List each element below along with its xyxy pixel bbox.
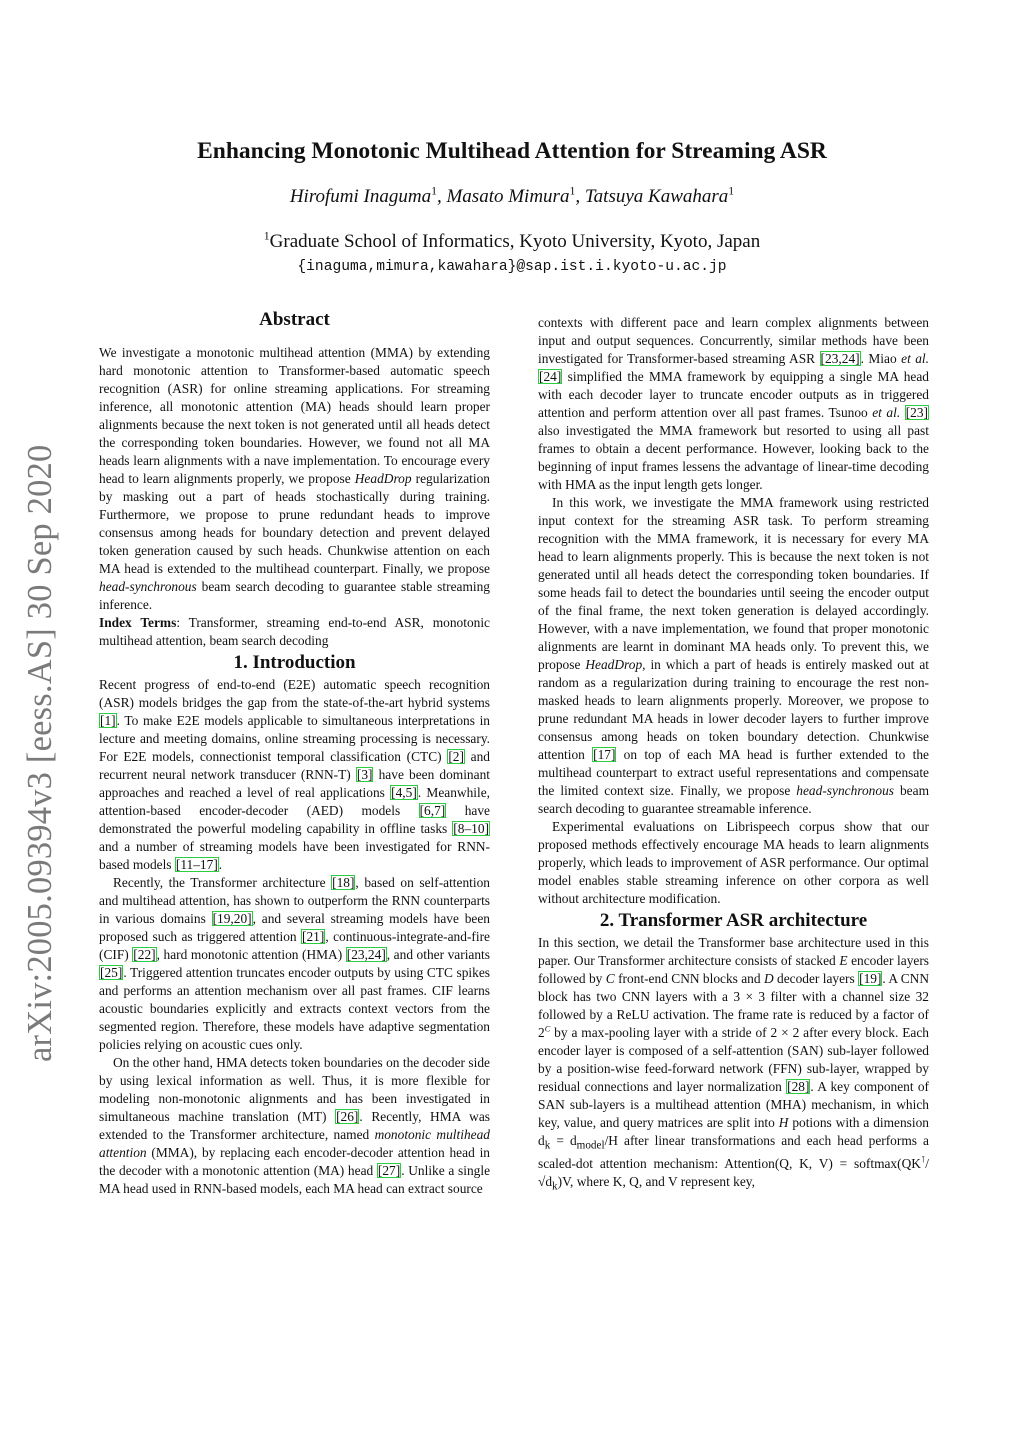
citation-link[interactable]: [2] xyxy=(448,749,464,764)
intro-paragraph: Experimental evaluations on Librispeech corpus show that our proposed methods effectively encourage MA heads to learn alignments properly, which leads to improvement of ASR performance. Our optimal model enables stable streaming inference on other corpora as well without architecture modification. xyxy=(538,819,929,906)
author-name: Hirofumi Inaguma xyxy=(289,186,432,207)
affiliation-mark: 1 xyxy=(728,184,735,198)
author-name: Masato Mimura xyxy=(446,186,570,207)
abstract-body: We investigate a monotonic multihead attention (MMA) by extending hard monotonic attention to Transformer-based automatic speech recognition (ASR) for online streaming applications. For streaming inference, all monotonic attention (MA) heads should learn proper alignments because the next token is not generated until all heads detect the corresponding token boundaries. However, we found not all MA heads learn alignments with a nave implementation. To encourage every head to learn alignments properly, we propose HeadDrop regularization by masking out a part of heads stochastically during training. Furthermore, we propose to prune redundant heads to improve consensus among heads for boundary detection and prevent delayed token generation caused by such heads. Chunkwise attention on each MA head is extended to the multihead counterpart. Finally, we propose head-synchronous beam search decoding to guarantee stable streaming inference. xyxy=(99,345,491,612)
citation-link[interactable]: [8–10] xyxy=(453,821,489,836)
section-heading-architecture: 2. Transformer ASR architecture xyxy=(599,910,868,931)
citation-link[interactable]: [21] xyxy=(302,929,325,944)
citation-link[interactable]: [28] xyxy=(787,1079,810,1094)
index-terms: Index Terms: Transformer, streaming end-to-end ASR, monotonic multihead attention, beam search decoding xyxy=(99,615,491,648)
citation-link[interactable]: [11–17] xyxy=(175,857,218,872)
citation-link[interactable]: [25] xyxy=(100,965,123,980)
intro-paragraph: Recent progress of end-to-end (E2E) automatic speech recognition (ASR) models bridges the gap from the state-of-the-art hybrid systems [1]. To make E2E models applicable to simultaneous interpretations in lecture and meeting domains, online streaming processing is necessary. For E2E models, connectionist temporal classification (CTC) [2] and recurrent neural network transducer (RNN-T) [3] have been dominant approaches and reached a level of real applications [4,5]. Meanwhile, attention-based encoder-decoder (AED) models [6,7] have demonstrated the powerful modeling capability in offline tasks [8–10] and a number of streaming models have been investigated for RNN-based models [11–17]. xyxy=(99,677,491,872)
author-emails: {inaguma,mimura,kawahara}@sap.ist.i.kyoto-u.ac.jp xyxy=(297,259,727,275)
affiliation-mark: 1 xyxy=(263,229,270,243)
citation-link[interactable]: [23] xyxy=(905,405,928,420)
citation-link[interactable]: [23,24] xyxy=(346,947,386,962)
intro-paragraph: On the other hand, HMA detects token boundaries on the decoder side by using lexical information as well. Thus, it is more flexible for modeling non-monotonic alignments and has been investigated in simultaneous machine translation (MT) [26]. Recently, HMA was extended to the Transformer architecture, named monotonic multihead attention (MMA), by replacing each encoder-decoder attention head in the decoder with a monotonic attention (MA) head [27]. Unlike a single MA head used in RNN-based models, each MA head can extract source xyxy=(99,1055,491,1196)
citation-link[interactable]: [17] xyxy=(593,747,616,762)
author-list: Hirofumi Inaguma$^1$, Masato Mimura$^1$, Tatsuya Kawahara$^1$ xyxy=(289,184,735,207)
citation-link[interactable]: [1] xyxy=(100,713,116,728)
section-heading-introduction: 1. Introduction xyxy=(233,652,356,673)
paper-title: Enhancing Monotonic Multihead Attention for Streaming ASR xyxy=(197,138,827,164)
citation-link[interactable]: [24] xyxy=(539,369,562,384)
author-name: Tatsuya Kawahara xyxy=(584,186,729,207)
left-column xyxy=(99,308,490,1198)
citation-link[interactable]: [23,24] xyxy=(820,351,860,366)
affiliation-text: Graduate School of Informatics, Kyoto University, Kyoto, Japan xyxy=(269,231,761,252)
affiliation xyxy=(0,231,1024,253)
affiliation-mark: 1 xyxy=(569,184,576,198)
right-column xyxy=(538,314,929,1195)
affiliation-mark: 1 xyxy=(431,184,437,198)
intro-paragraph: Recently, the Transformer architecture [18], based on self-attention and multihead attention, has shown to outperform the RNN counterparts in various domains [19,20], and several streaming models have been proposed such as triggered attention [21], continuous-integrate-and-fire (CIF) [22], hard monotonic attention (HMA) [23,24], and other variants [25]. Triggered attention truncates encoder outputs by using CTC spikes and performs an attention mechanism over all past frames. CIF learns acoustic boundaries explicitly and extracts context vectors from the segmented region. Therefore, these models have adaptive segmentation policies relying on acoustic cues only. xyxy=(99,875,491,1052)
citation-link[interactable]: [19] xyxy=(859,971,882,986)
citation-link[interactable]: [6,7] xyxy=(419,803,446,818)
intro-paragraph: contexts with different pace and learn complex alignments between input and output sequences. Concurrently, similar methods have been investigated for Transformer-based streaming ASR [23,24]. Miao et al. [24] simplified the MMA framework by equipping a single MA head with each decoder layer to truncate encoder outputs as in triggered attention and perform attention over all past frames. Tsunoo et al. [23] also investigated the MMA framework but resorted to using all past frames to obtain a decent performance. However, looking back to the beginning of input frames lessens the advantage of linear-time decoding with HMA as the input length gets longer. xyxy=(538,315,929,492)
index-terms-label: Index Terms xyxy=(99,615,177,630)
citation-link[interactable]: [26] xyxy=(336,1109,359,1124)
arxiv-identifier: arXiv:2005.09394v3 [eess.AS] 30 Sep 2020 xyxy=(21,444,59,1062)
citation-link[interactable]: [27] xyxy=(377,1163,401,1178)
architecture-paragraph: In this section, we detail the Transformer base architecture used in this paper. Our Transformer architecture consists of stacked E encoder layers followed by C front-end CNN blocks and D decoder layers [19]. A CNN block has two CNN layers with a 3 × 3 filter with a channel size 32 followed by a ReLU activation. The frame rate is reduced by a factor of $2^C$ by a max-pooling layer with a stride of 2 × 2 after every block. Each encoder layer is composed of a self-attention (SAN) sub-layer followed by a position-wise feed-forward network (FFN) sub-layer, wrapped by residual connections and layer normalization [28]. A key component of SAN sub-layers is a multihead attention (MHA) mechanism, in which key, value, and query matrices are split into H potions with a dimension $d_k = d_{model}/H$ after linear transformations and each head performs a scaled-dot attention mechanism: Attention(Q, K, $V) = softmax(QK^⊺/√d_k)V$, where K, Q, and V represent key, xyxy=(538,935,929,1193)
abstract-heading: Abstract xyxy=(259,309,330,330)
citation-link[interactable]: [22] xyxy=(133,947,156,962)
intro-paragraph: In this work, we investigate the MMA framework using restricted input context for the streaming ASR task. To perform streaming recognition with the MMA framework, it is necessary for every MA head to learn alignments properly. This is because the next token is not generated until all heads detect the corresponding token boundaries. If some heads fail to detect the boundaries until seeing the encoder output of the final frame, the next token generation is delayed accordingly. However, with a nave implementation, we found that proper monotonic alignments are learnt in dominant MA heads only. To prevent this, we propose HeadDrop, in which a part of heads is entirely masked out at random as a regularization during training to encourage the rest non-masked heads to learn alignments properly. Moreover, we propose to prune redundant MA heads in lower decoder layers to further improve consensus among heads on token boundary detection. Chunkwise attention [17] on top of each MA head is further extended to the multihead counterpart to extract useful representations and compensate the limited context size. Finally, we propose head-synchronous beam search decoding to guarantee streamable inference. xyxy=(538,495,929,816)
citation-link[interactable]: [3] xyxy=(356,767,373,782)
citation-link[interactable]: [4,5] xyxy=(391,785,417,800)
citation-link[interactable]: [18] xyxy=(332,875,355,890)
citation-link[interactable]: [19,20] xyxy=(212,911,252,926)
